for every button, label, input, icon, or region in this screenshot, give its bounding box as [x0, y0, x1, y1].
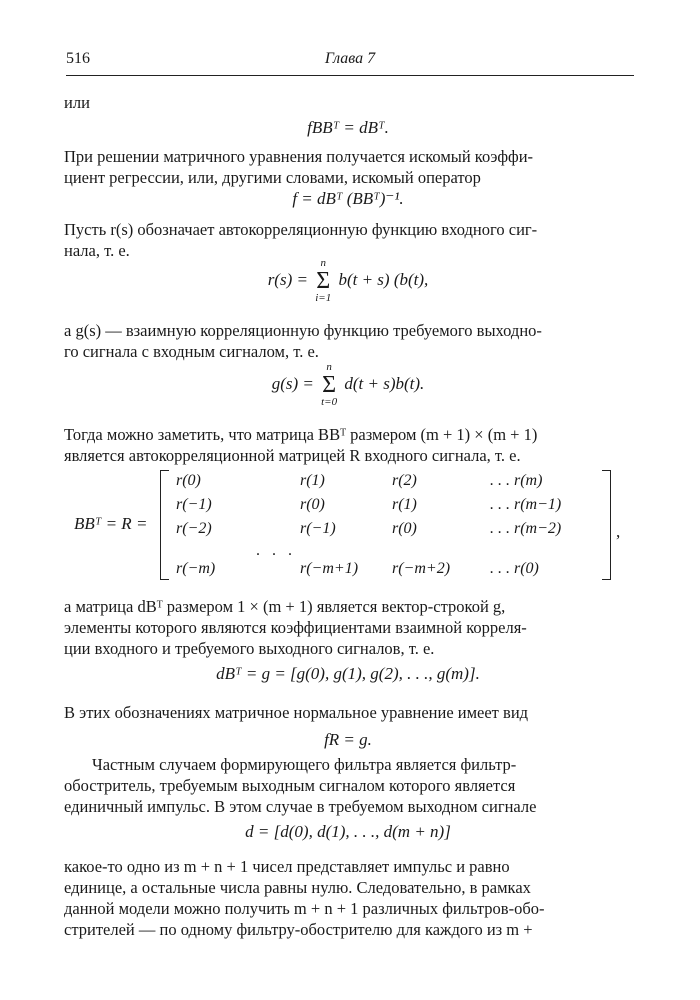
matrix-cell: . . . r(0) — [490, 560, 539, 577]
page-header — [66, 50, 634, 74]
matrix-comma: , — [616, 522, 621, 541]
paragraph-regression: При решении матричного уравнения получается искомый коэффи- циент регрессии, или, другими словами, искомый оператор — [64, 147, 534, 187]
paragraph-matrix-intro: Тогда можно заметить, что матрица BBᵀ размером (m + 1) × (m + 1) является автокорреляционной матрицей R входного сигнала, т. е. — [64, 425, 538, 465]
matrix-cell: . . . r(m−1) — [490, 496, 562, 513]
equation-d-vector: d = [d(0), d(1), . . ., d(m + n)] — [245, 822, 451, 841]
matrix-cell: r(−1) — [300, 520, 336, 537]
equation-operator: f = dBᵀ (BBᵀ)⁻¹. — [292, 189, 404, 208]
paragraph-crosscorrelation: а g(s) — взаимную корреляционную функцию требуемого выходно- го сигнала с входным сигналом, т. е. — [64, 321, 542, 361]
matrix-cell: r(−m) — [176, 560, 216, 577]
paragraph-autocorrelation: Пусть r(s) обозначает автокорреляционную функцию входного сиг- нала, т. е. — [64, 220, 538, 260]
matrix-cell: . . . r(m) — [490, 472, 543, 489]
matrix-cell: r(−2) — [176, 520, 212, 537]
matrix-cell: . . . r(m−2) — [490, 520, 562, 537]
paragraph-vector-row: а матрица dBᵀ размером 1 × (m + 1) является вектор-строкой g, элементы которого являются коэффициентами взаимной корреля- ции входного и требуемого выходного сигналов, т. е. — [64, 597, 527, 658]
matrix-cell: r(0) — [300, 496, 325, 513]
matrix-ellipsis: . . . — [256, 542, 296, 559]
matrix-right-bracket — [602, 470, 611, 580]
matrix-left-bracket — [160, 470, 169, 580]
header-rule — [66, 75, 634, 76]
matrix-label: BBᵀ = R = — [74, 514, 148, 533]
paragraph-sharpening-filter: Частным случаем формирующего фильтра является фильтр- обостритель, требуемым выходным сигналом которого является единичный импульс. В этом случае в требуемом выходном сигнале — [64, 755, 537, 816]
summation-sign: n Σ t=0 — [321, 361, 338, 408]
matrix-cell: r(0) — [392, 520, 417, 537]
autocorrelation-matrix — [64, 470, 632, 582]
summation-sign: n Σ i=1 — [315, 257, 332, 304]
paragraph-or: или — [64, 93, 90, 112]
paragraph-normal-equation: В этих обозначениях матричное нормальное уравнение имеет вид — [64, 703, 529, 722]
matrix-cell: r(1) — [300, 472, 325, 489]
matrix-cell: r(−1) — [176, 496, 212, 513]
chapter-title: Глава 7 — [324, 50, 376, 67]
page-number: 516 — [66, 50, 90, 67]
equation-g-vector: dBᵀ = g = [g(0), g(1), g(2), . . ., g(m)]. — [216, 664, 480, 683]
equation-fbbt: fBBᵀ = dBᵀ. — [307, 118, 389, 137]
equation-fr-g: fR = g. — [324, 730, 372, 749]
equation-r-of-s: r(s) = n Σ i=1 b(t + s) (b(t), — [267, 257, 429, 304]
matrix-cell: r(−m+2) — [392, 560, 451, 577]
paragraph-impulse: какое-то одно из m + n + 1 чисел представляет импульс и равно единице, а остальные числа равны нулю. Следовательно, в рамках данной модели можно получить m + n + 1 различных фильтров-обо- стрителей — по одному фильтру-обострителю для каждого из m + — [64, 857, 545, 939]
equation-g-of-s: g(s) = n Σ t=0 d(t + s)b(t). — [271, 361, 425, 408]
matrix-cell: r(2) — [392, 472, 417, 489]
matrix-cell: r(0) — [176, 472, 201, 489]
matrix-cell: r(1) — [392, 496, 417, 513]
matrix-cell: r(−m+1) — [300, 560, 359, 577]
